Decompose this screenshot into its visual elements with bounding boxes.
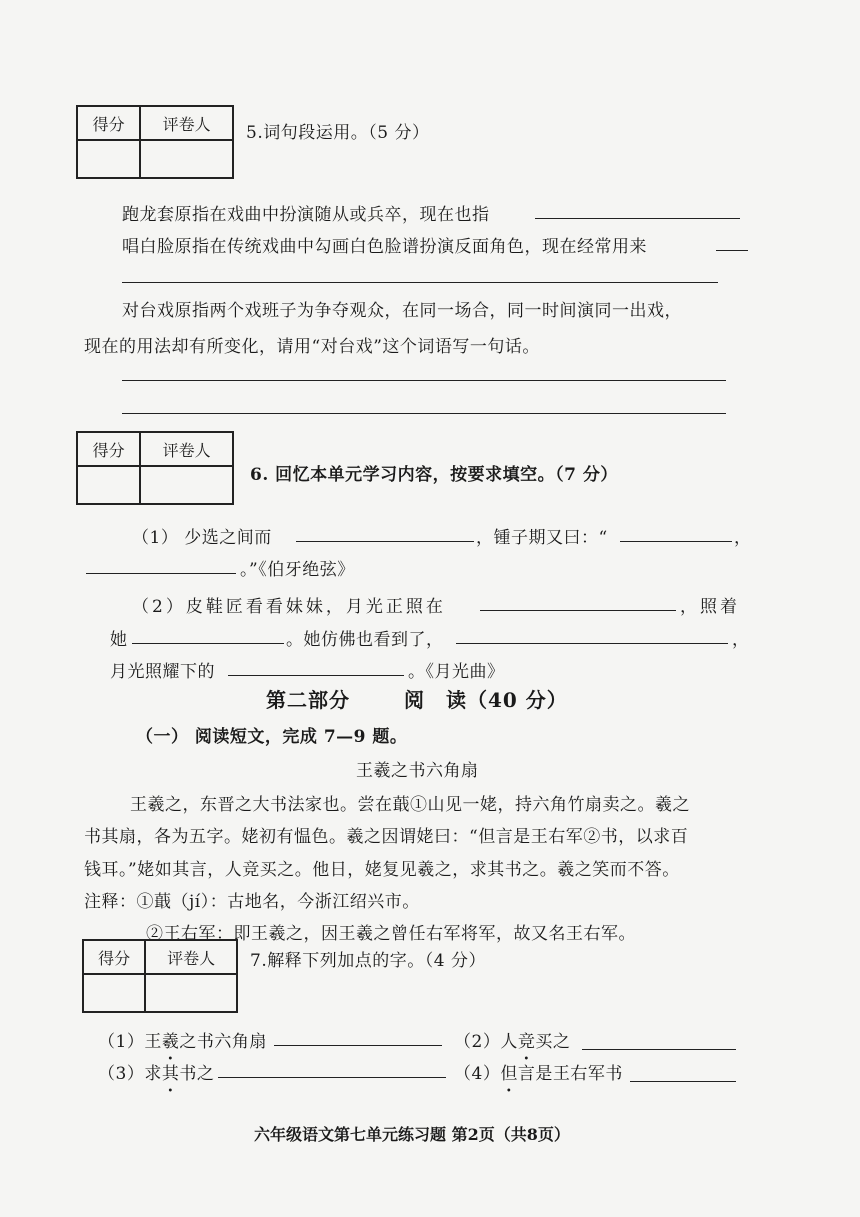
q5-para2: 现在的用法却有所变化，请用“对台戏”这个词语写一句话。 — [84, 337, 540, 357]
part2-title-a: 第二部分 — [266, 688, 350, 712]
q5-line2: 唱白脸原指在传统戏曲中勾画白色脸谱扮演反面角色，现在经常用来 — [122, 237, 647, 257]
q7-score-table — [82, 939, 238, 1013]
q7-item1: （1）王羲之书六角扇 — [98, 1032, 267, 1052]
passage-line3: 钱耳。”姥如其言，人竞买之。他日，姥复见羲之，求其书之。羲之笑而不答。 — [84, 860, 680, 880]
score-cell[interactable] — [77, 140, 140, 178]
q5-line1: 跑龙套原指在戏曲中扮演随从或兵卒，现在也指 — [122, 205, 490, 225]
q6-blank3[interactable] — [86, 573, 236, 574]
q5-blank4[interactable] — [122, 413, 726, 414]
q6-item2-a: （2）皮鞋匠看看妹妹，月光正照在 — [132, 597, 446, 617]
part2-subtitle: （一） 阅读短文，完成 7—9 题。 — [136, 727, 408, 747]
dotted-char: 但 — [500, 1064, 518, 1084]
q6-item2-d: 。她仿佛也看到了， — [286, 630, 444, 650]
q5-title: 5.词句段运用。（5 分） — [246, 123, 430, 143]
score-cell[interactable] — [77, 466, 140, 504]
q6-blank1[interactable] — [296, 541, 474, 542]
q7-blank3[interactable] — [218, 1077, 446, 1078]
q5-blank2b[interactable] — [122, 282, 718, 283]
passage-line1: 王羲之，东晋之大书法家也。尝在蕺①山见一姥，持六角竹扇卖之。羲之 — [130, 795, 690, 815]
passage-line2: 书其扇，各为五字。姥初有愠色。羲之因谓姥曰：“但言是王右军②书，以求百 — [84, 827, 689, 847]
dotted-char: 竞 — [517, 1032, 536, 1052]
q6-item1-b: ，锺子期又曰：“ — [476, 528, 608, 548]
q6-blank5[interactable] — [132, 643, 284, 644]
q7-item2: （2）人竞买之 — [454, 1032, 571, 1052]
grader-header: 评卷人 — [140, 432, 233, 466]
dotted-char: 羲 — [161, 1032, 180, 1052]
part2-title-b: 阅 读（40 分） — [404, 688, 568, 712]
q6-item1-c: ， — [734, 528, 752, 548]
page-footer: 六年级语文第七单元练习题 第2页（共8页） — [254, 1125, 570, 1144]
q6-title: 6. 回忆本单元学习内容，按要求填空。（7 分） — [250, 465, 618, 485]
q5-score-table — [76, 105, 234, 179]
q5-para1: 对台戏原指两个戏班子为争夺观众，在同一场合，同一时间演同一出戏， — [122, 301, 682, 321]
q6-item1-a: （1） 少选之间而 — [132, 528, 272, 548]
q6-item2-b: ，照着 — [680, 597, 740, 617]
q6-item2-f: 月光照耀下的 — [110, 662, 215, 682]
q6-blank2[interactable] — [620, 541, 732, 542]
passage-title: 王羲之书六角扇 — [356, 761, 479, 781]
grader-header: 评卷人 — [145, 940, 237, 974]
grader-cell[interactable] — [145, 974, 237, 1012]
q5-blank3[interactable] — [122, 380, 726, 381]
grader-header: 评卷人 — [140, 106, 233, 140]
note2: ②王右军：即王羲之，因王羲之曾任右军将军，故又名王右军。 — [146, 924, 636, 944]
q7-item4: （4）但言是王右军书 — [454, 1064, 623, 1084]
q5-blank2a[interactable] — [716, 250, 748, 251]
score-header: 得分 — [77, 432, 140, 466]
score-header: 得分 — [83, 940, 145, 974]
grader-cell[interactable] — [140, 466, 233, 504]
q6-blank7[interactable] — [228, 675, 404, 676]
q6-item2-c: 她 — [110, 630, 128, 650]
q5-blank1[interactable] — [535, 218, 740, 219]
grader-cell[interactable] — [140, 140, 233, 178]
q6-item2-g: 。《月光曲》 — [408, 662, 505, 682]
q7-item3: （3）求其书之 — [98, 1064, 215, 1084]
q7-blank1[interactable] — [274, 1045, 442, 1046]
score-cell[interactable] — [83, 974, 145, 1012]
q7-blank4[interactable] — [630, 1081, 736, 1082]
q7-title: 7.解释下列加点的字。（4 分） — [250, 951, 486, 971]
q6-score-table — [76, 431, 234, 505]
q6-item2-e: ， — [732, 630, 750, 650]
q6-blank4[interactable] — [480, 610, 676, 611]
q6-blank6[interactable] — [456, 643, 728, 644]
score-header: 得分 — [77, 106, 140, 140]
q7-blank2[interactable] — [582, 1049, 736, 1050]
dotted-char: 其 — [161, 1064, 180, 1084]
note1: 注释：①蕺（jí）：古地名，今浙江绍兴市。 — [84, 892, 420, 912]
q6-item1-d: 。”《伯牙绝弦》 — [240, 560, 355, 580]
